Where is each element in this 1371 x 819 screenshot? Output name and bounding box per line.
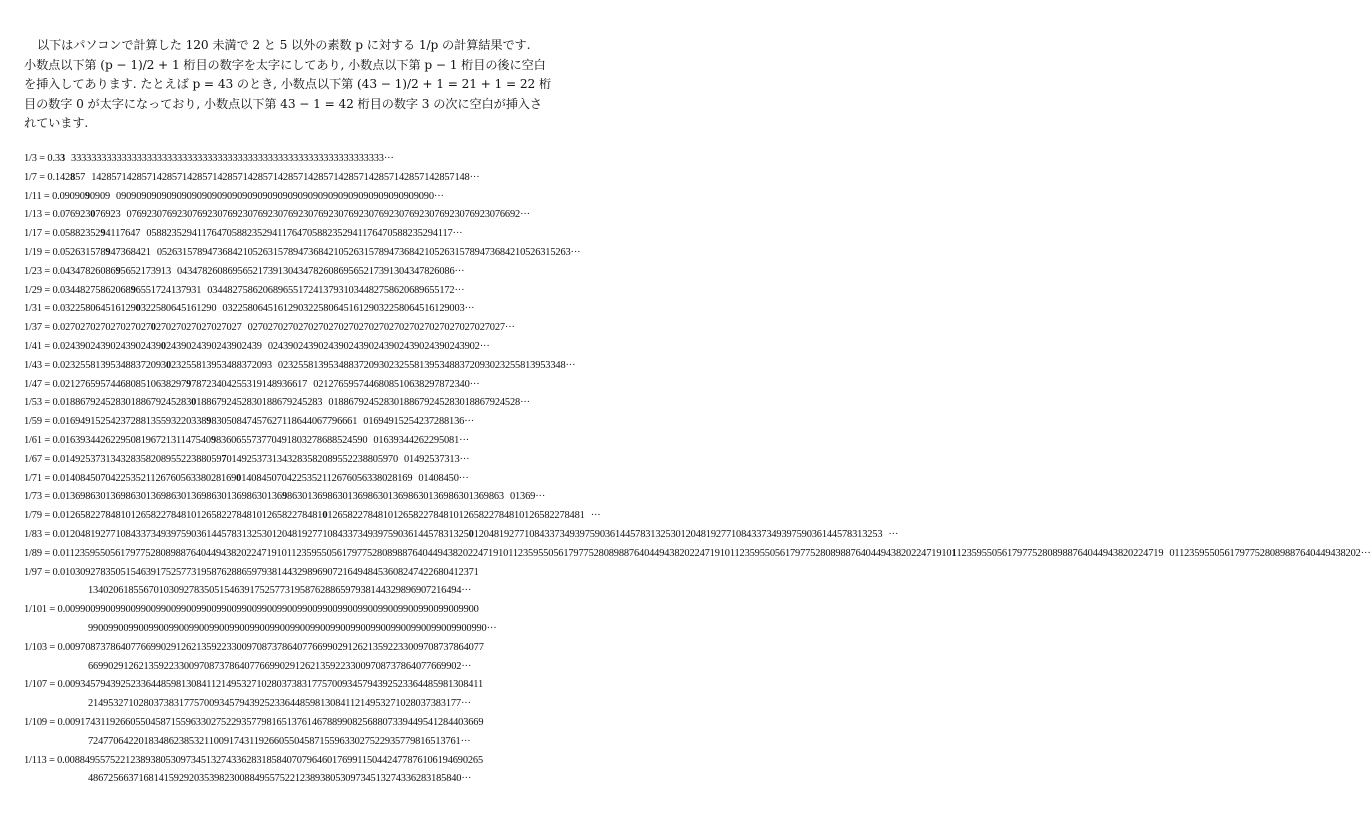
expansion-head: 1/83 = 0.012048192771084337349397590361445783132530120481927710843373493975903614457831325 — [24, 528, 469, 540]
expansion-head: 1/41 = 0.02439024390243902439 — [24, 340, 161, 352]
expansion-row — [24, 150, 640, 169]
expansion-head: 1/17 = 0.05882352 — [24, 228, 101, 240]
expansion-tail: 0344827586206896551724137931034482758620689655172··· — [207, 284, 465, 296]
expansion-tail: 01886792452830188679245283018867924528··· — [328, 397, 530, 409]
expansion-after-bold: 6551724137931 — [135, 284, 202, 296]
highlighted-digit: 0 — [322, 510, 328, 522]
expansion-head: 1/29 = 0.03448275862068 — [24, 284, 131, 296]
expansion-after-bold: 4117647 — [105, 228, 141, 240]
expansion-row — [24, 488, 640, 507]
expansion-head: 1/23 = 0.04347826086 — [24, 265, 116, 277]
decimal-expansion-list — [24, 150, 1371, 789]
expansion-row-long — [24, 752, 640, 790]
expansion-head: 1/7 = 0.142 — [24, 171, 71, 183]
expansion-row — [24, 507, 640, 526]
expansion-row — [24, 545, 1371, 564]
expansion-head: 1/71 = 0.01408450704225352112676056338028169 — [24, 472, 237, 484]
expansion-row-long — [24, 639, 640, 677]
expansion-row-long — [24, 601, 640, 639]
expansion-head: 1/31 = 0.032258064516129 — [24, 303, 136, 315]
expansion-row — [24, 376, 640, 395]
expansion-tail: 01492537313··· — [404, 453, 470, 465]
expansion-after-bold: 12359550561797752808988764044943820224719 — [956, 547, 1164, 559]
expansion-row — [24, 263, 640, 282]
highlighted-digit: 0 — [236, 472, 242, 484]
expansion-row-long — [24, 676, 640, 714]
expansion-continuation: 13402061855670103092783505154639175257731958762886597938144329896907216494··· — [88, 585, 472, 597]
expansion-after-bold: 76923 — [95, 209, 121, 221]
expansion-tail: 0526315789473684210526315789473684210526315789473684210526315789473684210526315263··· — [156, 246, 581, 258]
expansion-row-long — [24, 564, 640, 602]
expansion-row — [24, 300, 640, 319]
expansion-after-bold: 8630136986301369863013698630136986301369863 — [287, 491, 504, 503]
expansion-after-bold: 23255813953488372093 — [170, 359, 272, 371]
expansion-tail: 0434782608695652173913043478260869565217391304347826086··· — [177, 265, 465, 277]
expansion-row — [24, 470, 640, 489]
expansion-row — [24, 338, 640, 357]
expansion-after-bold: 1886792452830188679245283 — [196, 397, 323, 409]
expansion-first-line: 1/97 = 0.01030927835051546391752577319587628865979381443298969072164948453608247422680412371 — [24, 566, 479, 578]
expansion-continuation: 66990291262135922330097087378640776699029126213592233009708737864077669902··· — [88, 660, 472, 672]
expansion-after-bold: 126582278481012658227848101265822784810126582278481 — [327, 510, 585, 522]
expansion-first-line: 1/113 = 0.00884955752212389380530973451327433628318584070796460176991150442477876106194690265 — [24, 754, 484, 766]
expansion-first-line: 1/103 = 0.00970873786407766990291262135922330097087378640776699029126213592233009708737864077 — [24, 641, 484, 653]
expansion-head: 1/13 = 0.076923 — [24, 209, 91, 221]
expansion-row — [24, 451, 640, 470]
expansion-head: 1/67 = 0.01492537313432835820895522388059 — [24, 453, 222, 465]
expansion-row — [24, 282, 640, 301]
expansion-after-bold: 78723404255319148936617 — [191, 378, 308, 390]
expansion-after-bold: 0149253731343283582089552238805970 — [226, 453, 399, 465]
expansion-row — [24, 526, 899, 545]
expansion-row — [24, 432, 640, 451]
highlighted-digit: 9 — [105, 246, 111, 258]
expansion-tail: 076923076923076923076923076923076923076923076923076923076923076923076923076692··· — [126, 209, 530, 221]
expansion-after-bold: 836065573770491803278688524590 — [216, 434, 368, 446]
intro-line-4: 目の数字 0 が太字になっており, 小数点以下第 43 − 1 = 42 桁目の数字 3 の次に空白が挿入さ — [24, 96, 542, 111]
expansion-tail: ··· — [888, 528, 899, 540]
expansion-tail: 142857142857142857142857142857142857142857142857142857142857142857142857148··· — [91, 171, 480, 183]
expansion-row — [24, 319, 640, 338]
expansion-tail: 33333333333333333333333333333333333333333333333333333333333333··· — [71, 153, 394, 164]
expansion-tail: 0212765957446808510638297872340··· — [313, 378, 480, 390]
intro-paragraph — [24, 36, 626, 134]
highlighted-digit: 9 — [281, 491, 288, 503]
expansion-row — [24, 206, 640, 225]
intro-line-2: 小数点以下第 (p − 1)/2 + 1 桁目の数字を太字にしてあり, 小数点以下第 p − 1 桁目の後に空白 — [24, 57, 546, 72]
expansion-head: 1/37 = 0.027027027027027027 — [24, 322, 151, 334]
highlighted-digit: 0 — [135, 303, 141, 315]
expansion-continuation: 48672566371681415929203539823008849557522123893805309734513274336283185840··· — [88, 773, 472, 785]
expansion-after-bold: 1408450704225352112676056338028169 — [241, 472, 413, 484]
expansion-head: 1/3 = 0.3 — [24, 153, 60, 164]
expansion-tail: 023255813953488372093023255813953488372093023255813953348··· — [277, 359, 576, 371]
expansion-after-bold: 57 — [75, 171, 86, 183]
expansion-row-long — [24, 714, 640, 752]
expansion-head: 1/61 = 0.016393442622950819672131147540 — [24, 434, 211, 446]
expansion-row — [24, 357, 640, 376]
intro-line-3: を挿入してあります. たとえば p = 43 のとき, 小数点以下第 (43 − 1)/2 + 1 = 21 + 1 = 22 桁 — [24, 77, 552, 92]
expansion-continuation: 21495327102803738317757009345794392523364485981308411214953271028037383177··· — [88, 698, 471, 710]
highlighted-digit: 8 — [70, 171, 76, 183]
expansion-head: 1/73 = 0.01369863013698630136986301369863013698630136 — [24, 491, 282, 503]
highlighted-digit: 1 — [951, 547, 957, 559]
expansion-first-line: 1/101 = 0.0099009900990099009900990099009900990099009900990099009900990099009900990099009900 — [24, 604, 479, 616]
expansion-tail: 01639344262295081··· — [373, 434, 470, 446]
expansion-tail: 090909090909090909090909090909090909090909090909090909090909090··· — [116, 190, 444, 202]
expansion-continuation: 72477064220183486238532110091743119266055045871559633027522935779816513761··· — [88, 735, 471, 747]
expansion-tail: 024390243902439024390243902439024390243902··· — [267, 340, 490, 352]
highlighted-digit: 9 — [84, 190, 90, 202]
expansion-head: 1/43 = 0.023255813953488372093 — [24, 359, 166, 371]
expansion-row — [24, 169, 640, 188]
expansion-row — [24, 413, 640, 432]
expansion-tail: 01369··· — [509, 491, 546, 503]
highlighted-digit: 0 — [160, 340, 166, 352]
intro-line-5: れています. — [24, 116, 89, 131]
expansion-after-bold: 5652173913 — [120, 265, 171, 277]
highlighted-digit: 3 — [59, 153, 66, 164]
highlighted-digit: 9 — [186, 378, 192, 390]
expansion-head: 1/11 = 0.09090 — [24, 190, 85, 202]
expansion-tail: 01694915254237288136··· — [363, 416, 475, 428]
highlighted-digit: 9 — [210, 434, 216, 446]
expansion-tail: 01408450··· — [418, 472, 469, 484]
expansion-after-bold: 2439024390243902439 — [165, 340, 262, 352]
highlighted-digit: 9 — [130, 284, 136, 296]
expansion-tail: 027027027027027027027027027027027027027027027027027··· — [247, 322, 515, 334]
expansion-after-bold: 322580645161290 — [140, 303, 217, 315]
highlighted-digit: 9 — [206, 416, 212, 428]
expansion-row — [24, 225, 640, 244]
expansion-after-bold: 27027027027027027 — [155, 322, 242, 334]
expansion-tail: 032258064516129032258064516129032258064516129003··· — [222, 303, 475, 315]
expansion-first-line: 1/109 = 0.00917431192660550458715596330275229357798165137614678899082568807339449541284403669 — [24, 716, 484, 728]
expansion-after-bold: 0909 — [89, 190, 111, 202]
expansion-tail: 0588235294117647058823529411764705882352941176470588235294117··· — [146, 228, 463, 240]
expansion-after-bold: 83050847457627118644067796661 — [211, 416, 358, 428]
highlighted-digit: 9 — [115, 265, 121, 277]
expansion-tail: 01123595505617977528089887640449438202··· — [1169, 547, 1371, 559]
expansion-continuation: 9900990099009900990099009900990099009900990099009900990099009900990099009900990··· — [88, 622, 497, 634]
expansion-head: 1/59 = 0.01694915254237288135593220338 — [24, 416, 207, 428]
highlighted-digit: 0 — [191, 397, 197, 409]
expansion-after-bold: 120481927710843373493975903614457831325301204819277108433734939759036144578313253 — [473, 528, 883, 540]
intro-line-1: 以下はパソコンで計算した 120 未満で 2 と 5 以外の素数 p に対する 1/p の計算結果です. — [37, 38, 531, 52]
expansion-row — [24, 394, 640, 413]
highlighted-digit: 0 — [468, 528, 474, 540]
expansion-head: 1/47 = 0.0212765957446808510638297 — [24, 378, 187, 390]
highlighted-digit: 7 — [221, 453, 227, 465]
expansion-after-bold: 47368421 — [110, 246, 151, 258]
expansion-first-line: 1/107 = 0.00934579439252336448598130841121495327102803738317757009345794392523364485981308411 — [24, 679, 484, 691]
expansion-head: 1/19 = 0.052631578 — [24, 246, 106, 258]
highlighted-digit: 9 — [100, 228, 106, 240]
highlighted-digit: 0 — [90, 209, 96, 221]
expansion-head: 1/89 = 0.011235955056179775280898876404494382022471910112359550561797752808988764044943820224719101123595505617977528089887640449438202247191011235955056179775280898876404494382022471910 — [24, 547, 952, 559]
expansion-row — [24, 188, 640, 207]
highlighted-digit: 0 — [165, 359, 171, 371]
expansion-head: 1/79 = 0.0126582278481012658227848101265822784810126582278481 — [24, 510, 323, 522]
highlighted-digit: 0 — [150, 322, 156, 334]
expansion-tail: ··· — [590, 510, 601, 522]
expansion-row — [24, 244, 640, 263]
expansion-head: 1/53 = 0.01886792452830188679245283 — [24, 397, 192, 409]
